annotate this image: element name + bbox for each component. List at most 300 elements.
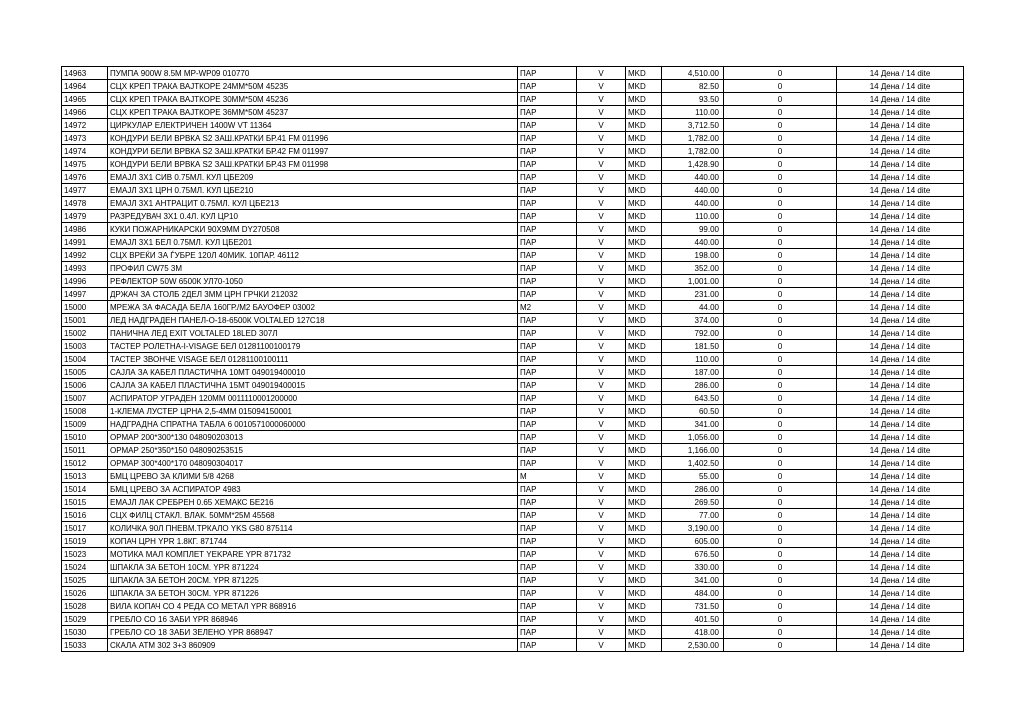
item-code-cell: 14986 <box>62 223 108 236</box>
item-code-cell: 15007 <box>62 392 108 405</box>
item-name-cell: ЕМАЈЛ 3Х1 СИВ 0.75МЛ. КУЛ ЦБЕ209 <box>108 171 518 184</box>
delivery-time-cell: 14 Дена / 14 dite <box>837 639 964 652</box>
vat-flag-cell: V <box>577 483 626 496</box>
price-cell: 1,782.00 <box>662 132 724 145</box>
unit-cell: ПАР <box>518 561 577 574</box>
quantity-cell: 0 <box>724 535 837 548</box>
quantity-cell: 0 <box>724 405 837 418</box>
currency-cell: MKD <box>626 457 662 470</box>
price-cell: 198.00 <box>662 249 724 262</box>
currency-cell: MKD <box>626 444 662 457</box>
table-row <box>62 223 964 236</box>
table-row <box>62 340 964 353</box>
item-name-cell: ОРМАР 200*300*130 048090203013 <box>108 431 518 444</box>
currency-cell: MKD <box>626 483 662 496</box>
table-row <box>62 587 964 600</box>
currency-cell: MKD <box>626 262 662 275</box>
unit-cell: ПАР <box>518 184 577 197</box>
table-row <box>62 262 964 275</box>
table-row <box>62 288 964 301</box>
vat-flag-cell: V <box>577 366 626 379</box>
quantity-cell: 0 <box>724 574 837 587</box>
unit-cell: ПАР <box>518 548 577 561</box>
item-code-cell: 15000 <box>62 301 108 314</box>
vat-flag-cell: V <box>577 561 626 574</box>
delivery-time-cell: 14 Дена / 14 dite <box>837 496 964 509</box>
currency-cell: MKD <box>626 522 662 535</box>
item-code-cell: 15030 <box>62 626 108 639</box>
price-cell: 440.00 <box>662 171 724 184</box>
item-name-cell: ЕМАЈЛ 3Х1 ЦРН 0.75МЛ. КУЛ ЦБЕ210 <box>108 184 518 197</box>
unit-cell: ПАР <box>518 418 577 431</box>
unit-cell: ПАР <box>518 457 577 470</box>
delivery-time-cell: 14 Дена / 14 dite <box>837 67 964 80</box>
item-code-cell: 14974 <box>62 145 108 158</box>
item-name-cell: ШПАКЛА ЗА БЕТОН 20СМ. YPR 871225 <box>108 574 518 587</box>
delivery-time-cell: 14 Дена / 14 dite <box>837 197 964 210</box>
delivery-time-cell: 14 Дена / 14 dite <box>837 132 964 145</box>
item-code-cell: 14963 <box>62 67 108 80</box>
price-cell: 187.00 <box>662 366 724 379</box>
item-name-cell: ШПАКЛА ЗА БЕТОН 10СМ. YPR 871224 <box>108 561 518 574</box>
item-name-cell: СЦХ ФИЛЦ СТАКЛ. ВЛАК. 50ММ*25М 45568 <box>108 509 518 522</box>
vat-flag-cell: V <box>577 158 626 171</box>
quantity-cell: 0 <box>724 587 837 600</box>
delivery-time-cell: 14 Дена / 14 dite <box>837 340 964 353</box>
quantity-cell: 0 <box>724 275 837 288</box>
vat-flag-cell: V <box>577 535 626 548</box>
table-row <box>62 158 964 171</box>
item-code-cell: 15010 <box>62 431 108 444</box>
price-cell: 3,712.50 <box>662 119 724 132</box>
vat-flag-cell: V <box>577 223 626 236</box>
item-name-cell: БМЦ ЦРЕВО ЗА КЛИМИ 5/8 4268 <box>108 470 518 483</box>
vat-flag-cell: V <box>577 67 626 80</box>
quantity-cell: 0 <box>724 444 837 457</box>
price-cell: 1,001.00 <box>662 275 724 288</box>
unit-cell: ПАР <box>518 158 577 171</box>
item-code-cell: 14965 <box>62 93 108 106</box>
table-row <box>62 431 964 444</box>
item-name-cell: ПУМПА 900W 8.5M MP-WP09 010770 <box>108 67 518 80</box>
price-cell: 231.00 <box>662 288 724 301</box>
vat-flag-cell: V <box>577 210 626 223</box>
table-row <box>62 67 964 80</box>
currency-cell: MKD <box>626 158 662 171</box>
item-code-cell: 15015 <box>62 496 108 509</box>
delivery-time-cell: 14 Дена / 14 dite <box>837 158 964 171</box>
unit-cell: ПАР <box>518 535 577 548</box>
price-cell: 341.00 <box>662 574 724 587</box>
delivery-time-cell: 14 Дена / 14 dite <box>837 392 964 405</box>
delivery-time-cell: 14 Дена / 14 dite <box>837 353 964 366</box>
quantity-cell: 0 <box>724 639 837 652</box>
item-code-cell: 15033 <box>62 639 108 652</box>
quantity-cell: 0 <box>724 613 837 626</box>
currency-cell: MKD <box>626 301 662 314</box>
vat-flag-cell: V <box>577 262 626 275</box>
currency-cell: MKD <box>626 197 662 210</box>
table-row <box>62 197 964 210</box>
currency-cell: MKD <box>626 275 662 288</box>
unit-cell: ПАР <box>518 106 577 119</box>
vat-flag-cell: V <box>577 379 626 392</box>
table-row <box>62 327 964 340</box>
delivery-time-cell: 14 Дена / 14 dite <box>837 626 964 639</box>
price-cell: 3,190.00 <box>662 522 724 535</box>
item-code-cell: 15004 <box>62 353 108 366</box>
table-row <box>62 626 964 639</box>
delivery-time-cell: 14 Дена / 14 dite <box>837 509 964 522</box>
price-cell: 99.00 <box>662 223 724 236</box>
unit-cell: ПАР <box>518 353 577 366</box>
unit-cell: ПАР <box>518 132 577 145</box>
quantity-cell: 0 <box>724 171 837 184</box>
item-name-cell: ЕМАЈЛ 3Х1 АНТРАЦИТ 0.75МЛ. КУЛ ЦБЕ213 <box>108 197 518 210</box>
delivery-time-cell: 14 Дена / 14 dite <box>837 548 964 561</box>
quantity-cell: 0 <box>724 145 837 158</box>
currency-cell: MKD <box>626 626 662 639</box>
item-name-cell: СЦХ ВРЕЌИ ЗА ЃУБРЕ 120Л 40МИК. 10ПАР. 46112 <box>108 249 518 262</box>
quantity-cell: 0 <box>724 236 837 249</box>
delivery-time-cell: 14 Дена / 14 dite <box>837 418 964 431</box>
item-code-cell: 15024 <box>62 561 108 574</box>
table-row <box>62 444 964 457</box>
item-name-cell: КОНДУРИ БЕЛИ ВРВКА S2 ЗАШ.КРАТКИ БР.43 FM 011998 <box>108 158 518 171</box>
quantity-cell: 0 <box>724 340 837 353</box>
item-name-cell: САЈЛА ЗА КАБЕЛ ПЛАСТИЧНА 10МТ 049019400010 <box>108 366 518 379</box>
item-code-cell: 14976 <box>62 171 108 184</box>
item-code-cell: 14973 <box>62 132 108 145</box>
quantity-cell: 0 <box>724 301 837 314</box>
table-row <box>62 210 964 223</box>
delivery-time-cell: 14 Дена / 14 dite <box>837 561 964 574</box>
currency-cell: MKD <box>626 613 662 626</box>
item-code-cell: 15005 <box>62 366 108 379</box>
table-row <box>62 613 964 626</box>
vat-flag-cell: V <box>577 288 626 301</box>
delivery-time-cell: 14 Дена / 14 dite <box>837 93 964 106</box>
price-cell: 110.00 <box>662 106 724 119</box>
item-name-cell: АСПИРАТОР УГРАДЕН 120ММ 0011110001200000 <box>108 392 518 405</box>
quantity-cell: 0 <box>724 288 837 301</box>
unit-cell: ПАР <box>518 379 577 392</box>
item-code-cell: 15011 <box>62 444 108 457</box>
vat-flag-cell: V <box>577 587 626 600</box>
item-name-cell: КОНДУРИ БЕЛИ ВРВКА S2 ЗАШ.КРАТКИ БР.41 FM 011996 <box>108 132 518 145</box>
unit-cell: ПАР <box>518 405 577 418</box>
item-name-cell: 1-КЛЕМА ЛУСТЕР ЦРНА 2,5-4ММ 015094150001 <box>108 405 518 418</box>
quantity-cell: 0 <box>724 93 837 106</box>
delivery-time-cell: 14 Дена / 14 dite <box>837 223 964 236</box>
vat-flag-cell: V <box>577 496 626 509</box>
table-row <box>62 301 964 314</box>
quantity-cell: 0 <box>724 366 837 379</box>
vat-flag-cell: V <box>577 275 626 288</box>
delivery-time-cell: 14 Дена / 14 dite <box>837 301 964 314</box>
currency-cell: MKD <box>626 145 662 158</box>
delivery-time-cell: 14 Дена / 14 dite <box>837 522 964 535</box>
price-cell: 374.00 <box>662 314 724 327</box>
unit-cell: ПАР <box>518 262 577 275</box>
delivery-time-cell: 14 Дена / 14 dite <box>837 600 964 613</box>
table-row <box>62 80 964 93</box>
price-cell: 440.00 <box>662 236 724 249</box>
item-code-cell: 15003 <box>62 340 108 353</box>
delivery-time-cell: 14 Дена / 14 dite <box>837 106 964 119</box>
item-name-cell: ГРЕБЛО СО 18 ЗАБИ ЗЕЛЕНО YPR 868947 <box>108 626 518 639</box>
delivery-time-cell: 14 Дена / 14 dite <box>837 444 964 457</box>
price-cell: 731.50 <box>662 600 724 613</box>
vat-flag-cell: V <box>577 522 626 535</box>
item-code-cell: 15019 <box>62 535 108 548</box>
item-name-cell: ЦИРКУЛАР ЕЛЕКТРИЧЕН 1400W VT 11364 <box>108 119 518 132</box>
vat-flag-cell: V <box>577 418 626 431</box>
item-code-cell: 15001 <box>62 314 108 327</box>
unit-cell: ПАР <box>518 223 577 236</box>
table-row <box>62 483 964 496</box>
quantity-cell: 0 <box>724 483 837 496</box>
quantity-cell: 0 <box>724 106 837 119</box>
item-name-cell: КОПАЧ ЦРН YPR 1.8КГ. 871744 <box>108 535 518 548</box>
vat-flag-cell: V <box>577 548 626 561</box>
table-row <box>62 353 964 366</box>
currency-cell: MKD <box>626 470 662 483</box>
quantity-cell: 0 <box>724 314 837 327</box>
quantity-cell: 0 <box>724 561 837 574</box>
delivery-time-cell: 14 Дена / 14 dite <box>837 119 964 132</box>
currency-cell: MKD <box>626 132 662 145</box>
currency-cell: MKD <box>626 600 662 613</box>
unit-cell: ПАР <box>518 496 577 509</box>
item-code-cell: 15002 <box>62 327 108 340</box>
item-name-cell: НАДГРАДНА СПРАТНА ТАБЛА 6 0010571000060000 <box>108 418 518 431</box>
quantity-cell: 0 <box>724 457 837 470</box>
item-code-cell: 15028 <box>62 600 108 613</box>
vat-flag-cell: V <box>577 626 626 639</box>
price-cell: 1,056.00 <box>662 431 724 444</box>
delivery-time-cell: 14 Дена / 14 dite <box>837 431 964 444</box>
table-row <box>62 249 964 262</box>
item-code-cell: 15014 <box>62 483 108 496</box>
item-code-cell: 15009 <box>62 418 108 431</box>
currency-cell: MKD <box>626 405 662 418</box>
table-row <box>62 496 964 509</box>
delivery-time-cell: 14 Дена / 14 dite <box>837 184 964 197</box>
unit-cell: ПАР <box>518 119 577 132</box>
unit-cell: ПАР <box>518 587 577 600</box>
currency-cell: MKD <box>626 418 662 431</box>
item-name-cell: РАЗРЕДУВАЧ 3Х1 0.4Л. КУЛ ЦР10 <box>108 210 518 223</box>
item-code-cell: 14992 <box>62 249 108 262</box>
table-row <box>62 275 964 288</box>
price-cell: 418.00 <box>662 626 724 639</box>
delivery-time-cell: 14 Дена / 14 dite <box>837 470 964 483</box>
unit-cell: М2 <box>518 301 577 314</box>
price-cell: 269.50 <box>662 496 724 509</box>
currency-cell: MKD <box>626 509 662 522</box>
currency-cell: MKD <box>626 184 662 197</box>
delivery-time-cell: 14 Дена / 14 dite <box>837 587 964 600</box>
item-name-cell: ЕМАЈЛ 3Х1 БЕЛ 0.75МЛ. КУЛ ЦБЕ201 <box>108 236 518 249</box>
currency-cell: MKD <box>626 548 662 561</box>
unit-cell: ПАР <box>518 288 577 301</box>
currency-cell: MKD <box>626 379 662 392</box>
price-cell: 55.00 <box>662 470 724 483</box>
vat-flag-cell: V <box>577 457 626 470</box>
vat-flag-cell: V <box>577 444 626 457</box>
item-name-cell: СЦХ КРЕП ТРАКА ВАЈТКОРЕ 30ММ*50М 45236 <box>108 93 518 106</box>
table-row <box>62 132 964 145</box>
vat-flag-cell: V <box>577 171 626 184</box>
vat-flag-cell: V <box>577 600 626 613</box>
item-name-cell: МОТИКА МАЛ КОМПЛЕТ YEKPARE YPR 871732 <box>108 548 518 561</box>
quantity-cell: 0 <box>724 119 837 132</box>
vat-flag-cell: V <box>577 639 626 652</box>
price-cell: 440.00 <box>662 184 724 197</box>
item-name-cell: ОРМАР 250*350*150 048090253515 <box>108 444 518 457</box>
item-name-cell: ПРОФИЛ CW75 3М <box>108 262 518 275</box>
currency-cell: MKD <box>626 106 662 119</box>
delivery-time-cell: 14 Дена / 14 dite <box>837 574 964 587</box>
table-row <box>62 106 964 119</box>
unit-cell: ПАР <box>518 249 577 262</box>
currency-cell: MKD <box>626 80 662 93</box>
table-row <box>62 145 964 158</box>
vat-flag-cell: V <box>577 106 626 119</box>
item-name-cell: МРЕЖА ЗА ФАСАДА БЕЛА 160ГР./М2 БАУОФЕР 03002 <box>108 301 518 314</box>
price-cell: 1,428.90 <box>662 158 724 171</box>
price-cell: 676.50 <box>662 548 724 561</box>
quantity-cell: 0 <box>724 509 837 522</box>
delivery-time-cell: 14 Дена / 14 dite <box>837 613 964 626</box>
table-row <box>62 548 964 561</box>
delivery-time-cell: 14 Дена / 14 dite <box>837 379 964 392</box>
table-row <box>62 379 964 392</box>
item-code-cell: 14993 <box>62 262 108 275</box>
item-code-cell: 15013 <box>62 470 108 483</box>
item-code-cell: 15023 <box>62 548 108 561</box>
item-name-cell: ЛЕД НАДГРАДЕН ПАНЕЛ-О-18-6500К VOLTALED 127C18 <box>108 314 518 327</box>
item-code-cell: 14979 <box>62 210 108 223</box>
delivery-time-cell: 14 Дена / 14 dite <box>837 366 964 379</box>
item-name-cell: КОНДУРИ БЕЛИ ВРВКА S2 ЗАШ.КРАТКИ БР.42 FM 011997 <box>108 145 518 158</box>
vat-flag-cell: V <box>577 132 626 145</box>
price-cell: 440.00 <box>662 197 724 210</box>
delivery-time-cell: 14 Дена / 14 dite <box>837 236 964 249</box>
unit-cell: ПАР <box>518 197 577 210</box>
item-name-cell: ЕМАЈЛ ЛАК СРЕБРЕН 0.65 ХЕМАКС БЕ216 <box>108 496 518 509</box>
item-code-cell: 14978 <box>62 197 108 210</box>
vat-flag-cell: V <box>577 184 626 197</box>
table-row <box>62 574 964 587</box>
price-cell: 792.00 <box>662 327 724 340</box>
price-cell: 110.00 <box>662 353 724 366</box>
price-cell: 181.50 <box>662 340 724 353</box>
item-code-cell: 15008 <box>62 405 108 418</box>
unit-cell: ПАР <box>518 392 577 405</box>
delivery-time-cell: 14 Дена / 14 dite <box>837 145 964 158</box>
unit-cell: ПАР <box>518 626 577 639</box>
currency-cell: MKD <box>626 561 662 574</box>
table-row <box>62 418 964 431</box>
unit-cell: ПАР <box>518 93 577 106</box>
table-row <box>62 314 964 327</box>
delivery-time-cell: 14 Дена / 14 dite <box>837 275 964 288</box>
vat-flag-cell: V <box>577 392 626 405</box>
item-name-cell: КОЛИЧКА 90Л ПНЕВМ.ТРКАЛО YKS G80 875114 <box>108 522 518 535</box>
table-body <box>62 67 964 652</box>
unit-cell: ПАР <box>518 366 577 379</box>
quantity-cell: 0 <box>724 392 837 405</box>
item-code-cell: 14997 <box>62 288 108 301</box>
delivery-time-cell: 14 Дена / 14 dite <box>837 405 964 418</box>
delivery-time-cell: 14 Дена / 14 dite <box>837 80 964 93</box>
quantity-cell: 0 <box>724 262 837 275</box>
price-cell: 401.50 <box>662 613 724 626</box>
vat-flag-cell: V <box>577 431 626 444</box>
delivery-time-cell: 14 Дена / 14 dite <box>837 457 964 470</box>
price-cell: 93.50 <box>662 93 724 106</box>
price-cell: 1,166.00 <box>662 444 724 457</box>
table-row <box>62 405 964 418</box>
price-list-table <box>61 66 964 652</box>
item-name-cell: ВИЛА КОПАЧ СО 4 РЕДА СО МЕТАЛ YPR 868916 <box>108 600 518 613</box>
quantity-cell: 0 <box>724 496 837 509</box>
unit-cell: ПАР <box>518 613 577 626</box>
price-cell: 605.00 <box>662 535 724 548</box>
price-cell: 60.50 <box>662 405 724 418</box>
item-code-cell: 14991 <box>62 236 108 249</box>
table-row <box>62 535 964 548</box>
price-cell: 44.00 <box>662 301 724 314</box>
price-cell: 643.50 <box>662 392 724 405</box>
quantity-cell: 0 <box>724 184 837 197</box>
vat-flag-cell: V <box>577 80 626 93</box>
table-row <box>62 561 964 574</box>
quantity-cell: 0 <box>724 353 837 366</box>
vat-flag-cell: V <box>577 301 626 314</box>
table-row <box>62 639 964 652</box>
item-code-cell: 15006 <box>62 379 108 392</box>
vat-flag-cell: V <box>577 327 626 340</box>
item-name-cell: ДРЖАЧ ЗА СТОЛБ 2ДЕЛ 3ММ ЦРН ГРЧКИ 212032 <box>108 288 518 301</box>
item-name-cell: ТАСТЕР РОЛЕТНА-I-VISAGE БЕЛ 01281100100179 <box>108 340 518 353</box>
currency-cell: MKD <box>626 574 662 587</box>
price-cell: 484.00 <box>662 587 724 600</box>
vat-flag-cell: V <box>577 405 626 418</box>
unit-cell: ПАР <box>518 600 577 613</box>
quantity-cell: 0 <box>724 80 837 93</box>
item-name-cell: СКАЛА АТМ 302 3+3 860909 <box>108 639 518 652</box>
currency-cell: MKD <box>626 353 662 366</box>
currency-cell: MKD <box>626 249 662 262</box>
delivery-time-cell: 14 Дена / 14 dite <box>837 288 964 301</box>
currency-cell: MKD <box>626 171 662 184</box>
currency-cell: MKD <box>626 288 662 301</box>
vat-flag-cell: V <box>577 314 626 327</box>
quantity-cell: 0 <box>724 197 837 210</box>
price-list-sheet <box>61 66 963 652</box>
unit-cell: ПАР <box>518 171 577 184</box>
currency-cell: MKD <box>626 236 662 249</box>
unit-cell: ПАР <box>518 145 577 158</box>
quantity-cell: 0 <box>724 67 837 80</box>
price-cell: 1,402.50 <box>662 457 724 470</box>
delivery-time-cell: 14 Дена / 14 dite <box>837 210 964 223</box>
delivery-time-cell: 14 Дена / 14 dite <box>837 314 964 327</box>
unit-cell: ПАР <box>518 275 577 288</box>
